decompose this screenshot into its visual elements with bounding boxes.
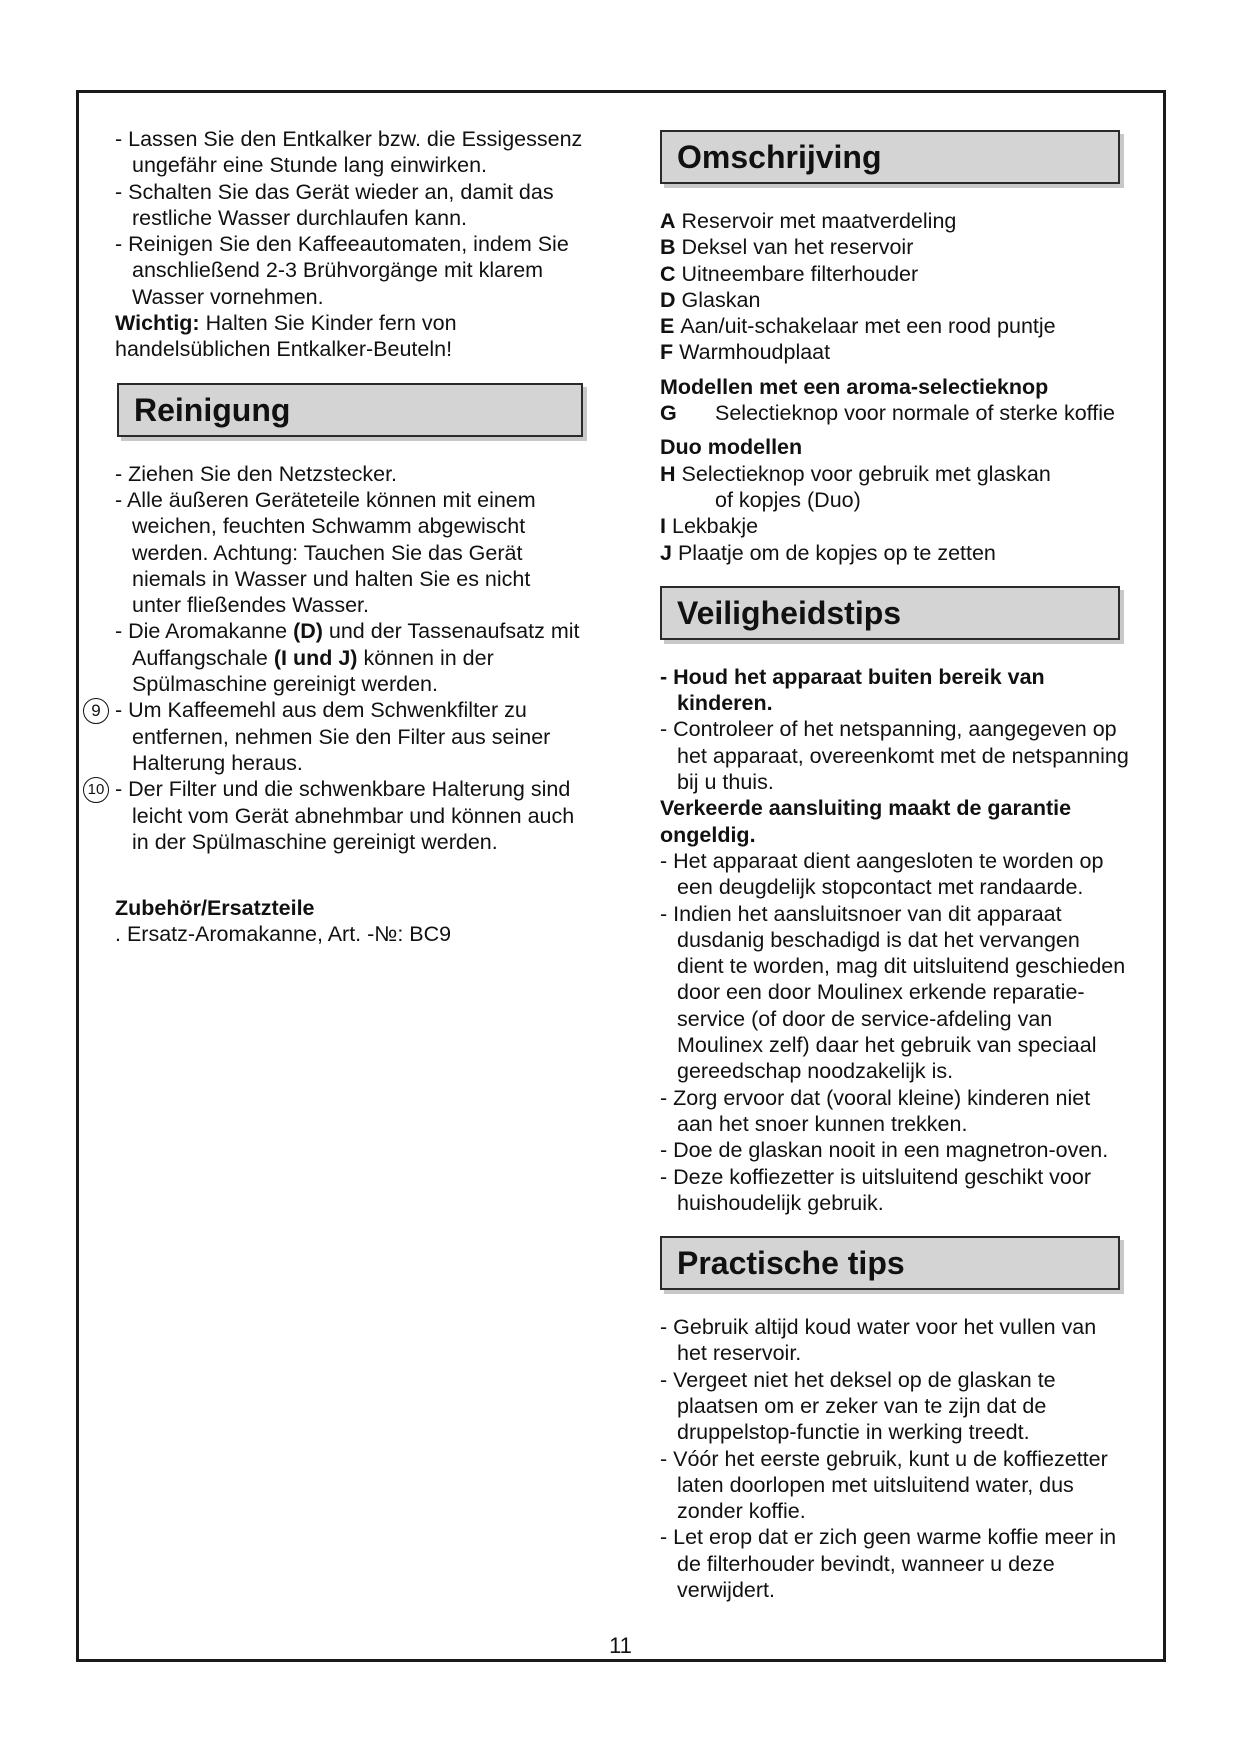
part-row: A Reservoir met maatverdeling: [660, 209, 957, 233]
reinigung-item: - Alle äußeren Geräteteile können mit einem weichen, feuchten Schwamm abgewischt werden. Achtung: Tauchen Sie das Gerät niemals in Wasser und halten Sie es nicht unter fließendes Wasser.: [115, 487, 536, 618]
safety-item: - Deze koffiezetter is uitsluitend geschikt voor huishoudelijk gebruik.: [660, 1164, 1091, 1215]
intro-item: - Schalten Sie das Gerät wieder an, damit das restliche Wasser durchlaufen kann.: [115, 179, 554, 230]
warning-note: [115, 310, 583, 363]
part-row-h: H Selectieknop voor gebruik met glaskan: [660, 461, 1051, 486]
part-row: C Uitneembare filterhouder: [660, 261, 919, 286]
part-row-g: G Selectieknop voor normale of sterke koffie: [660, 401, 1115, 426]
duo-models-heading: Duo modellen: [660, 435, 803, 460]
safety-item-bold: - Houd het apparaat buiten bereik van kinderen.: [660, 664, 1045, 716]
intro-item: - Reinigen Sie den Kaffeeautomaten, indem Sie anschließend 2-3 Brühvorgänge mit klarem Wasser vornehmen.: [115, 232, 569, 309]
accessories-heading: Zubehör/Ersatzteile: [115, 896, 315, 921]
reinigung-item-aroma: - Die Aromakanne (D) und der Tassenaufsatz mit Auffangschale (I und J) können in der Spülmaschine gereinigt werden.: [115, 619, 580, 697]
intro-item: - Lassen Sie den Entkalker bzw. die Essigessenz ungefähr eine Stunde lang einwirken.: [115, 127, 583, 178]
step-number-9-badge: 9: [83, 698, 109, 724]
part-row: F Warmhoudplaat: [660, 340, 831, 365]
section-heading-omschrijving: Omschrijving: [660, 130, 1120, 184]
safety-item: - Indien het aansluitsnoer van dit apparaat dusdanig beschadigd is dat het vervangen dient te worden, mag dit uitsluitend geschieden door een door Moulinex erkende reparatie-service (of door de service-afdeling van Moulinex zelf) daar het gebruik van speciaal gereedschap noodzakelijk is.: [660, 901, 1126, 1084]
section-heading-reinigung: Reinigung: [117, 383, 583, 437]
page-number: 11: [609, 1633, 632, 1658]
part-row: B Deksel van het reservoir: [660, 235, 914, 260]
part-row-j: J Plaatje om de kopjes op te zetten: [660, 540, 996, 565]
warning-text: Halten Sie Kinder fern von handelsüblichen Entkalker-Beuteln!: [115, 311, 457, 362]
left-column: [87, 126, 583, 948]
part-row: D Glaskan: [660, 287, 761, 312]
tip-item: - Vóór het eerste gebruik, kunt u de koffiezetter laten doorlopen met uitsluitend water, dus zonder koffie.: [660, 1446, 1108, 1524]
aroma-models-heading: Modellen met een aroma-selectieknop: [660, 374, 1049, 399]
step-10: [87, 776, 583, 855]
step-9: [91, 697, 583, 776]
safety-item: - Doe de glaskan nooit in een magnetron-oven.: [660, 1138, 1109, 1163]
step-number-10-badge: 10: [83, 777, 109, 803]
tip-item: - Vergeet niet het deksel op de glaskan te plaatsen om er zeker van te zijn dat de druppelstop-functie in werking treedt.: [660, 1367, 1056, 1445]
part-h-continuation: of kopjes (Duo): [715, 487, 861, 512]
safety-item: - Controleer of het netspanning, aangegeven op het apparaat, overeenkomt met de netspanning bij u thuis.: [660, 717, 1129, 795]
reinigung-item: - Ziehen Sie den Netzstecker.: [115, 461, 398, 486]
safety-item: - Het apparaat dient aangesloten te worden op een deugdelijk stopcontact met randaarde.: [660, 848, 1104, 900]
part-row: E Aan/uit-schakelaar met een rood puntje: [660, 314, 1056, 339]
safety-warranty-note: Verkeerde aansluiting maakt de garantie ongeldig.: [660, 796, 1072, 847]
tip-item: - Gebruik altijd koud water voor het vullen van het reservoir.: [660, 1315, 1097, 1366]
part-row-i: I Lekbakje: [660, 514, 759, 539]
step-10-text: - Der Filter und die schwenkbare Halterung sind leicht vom Gerät abnehmbar und können auch in der Spülmaschine gereinigt werden.: [115, 777, 575, 854]
section-heading-practische-tips: Practische tips: [660, 1236, 1120, 1290]
warning-label: Wichtig:: [115, 311, 200, 336]
section-heading-veiligheidstips: Veiligheidstips: [660, 586, 1120, 640]
right-column: [660, 126, 1130, 1603]
accessories-item: . Ersatz-Aromakanne, Art. -№: BC9: [115, 922, 452, 947]
step-9-text: - Um Kaffeemehl aus dem Schwenkfilter zu entfernen, nehmen Sie den Filter aus seiner Halterung heraus.: [115, 698, 551, 775]
tip-item: - Let erop dat er zich geen warme koffie meer in de filterhouder bevindt, wanneer u deze verwijdert.: [660, 1525, 1117, 1603]
safety-item: - Zorg ervoor dat (vooral kleine) kinderen niet aan het snoer kunnen trekken.: [660, 1085, 1091, 1136]
